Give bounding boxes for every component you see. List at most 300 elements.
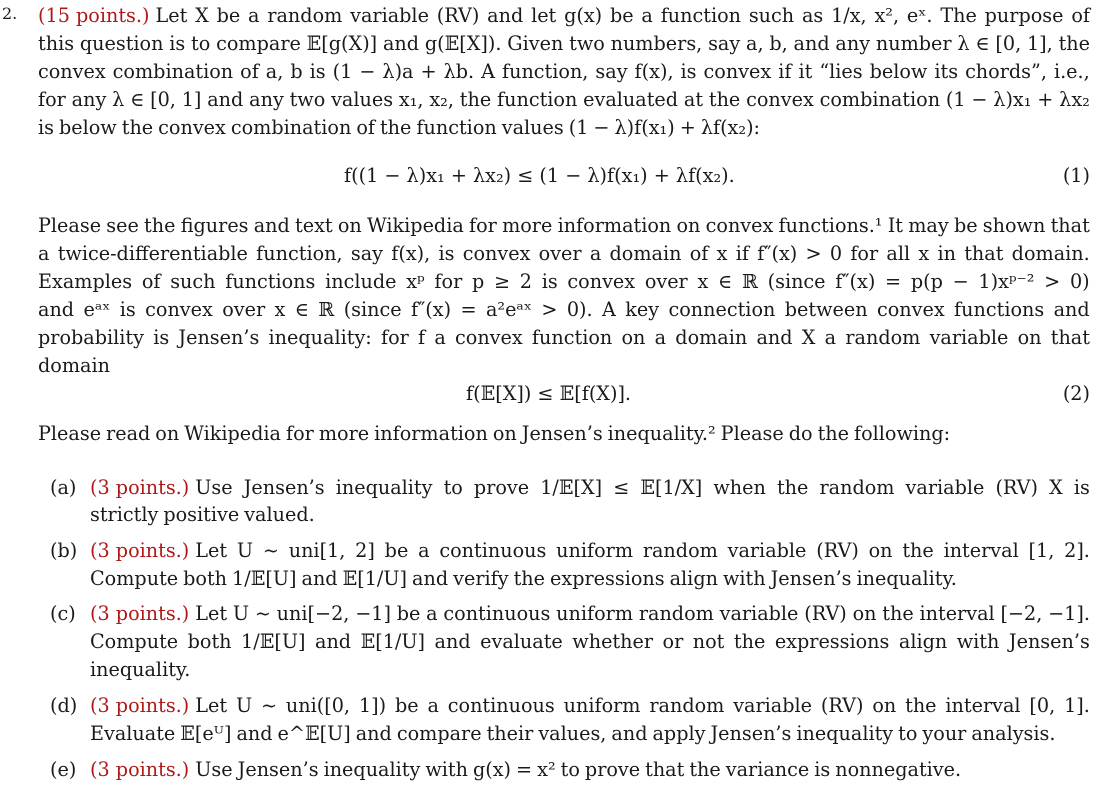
para2-word: on (337, 214, 362, 237)
para2-word: is (541, 270, 558, 293)
item-word: values, (538, 722, 607, 745)
intro-word: below (869, 60, 928, 83)
item-word: align (898, 630, 948, 653)
item-word: (RV) (995, 476, 1039, 499)
intro-line (38, 116, 1090, 140)
para2-word: Please (38, 214, 102, 237)
item-word: Jensen’s (710, 722, 792, 745)
para2-word: for (850, 242, 879, 265)
item-word: (RV) (816, 539, 859, 562)
intro-word: the (379, 116, 412, 139)
item-word: when (713, 476, 766, 499)
para2-word: be (953, 214, 978, 237)
para2-word: f (418, 326, 426, 349)
item-word: uni([0, (285, 694, 351, 717)
para2-word: x (697, 270, 709, 293)
item-word: verify (453, 567, 509, 590)
intro-word: λ)x₁ (993, 88, 1032, 111)
item-word: Jensen’s (243, 476, 325, 499)
para2-word: 1)xᵖ⁻² (978, 270, 1035, 293)
intro-word: function (497, 88, 578, 111)
para2-word: see (106, 214, 139, 237)
item-word: with (722, 567, 766, 590)
item-label-c: (c) (50, 602, 76, 625)
para2-word: on (1017, 326, 1042, 349)
intro-word: any (249, 88, 284, 111)
item-word: and (355, 722, 392, 745)
para3-word: Please (38, 422, 102, 445)
intro-word: for (38, 88, 66, 111)
para2-word: x (716, 242, 728, 265)
para2-word: of (689, 242, 709, 265)
equation-1-expression: f((1 − λ)x₁ + λx₂) ≤ (1 − λ)f(x₁) + λf(x₂). (344, 164, 735, 187)
intro-word: eˣ. (906, 4, 933, 27)
intro-word: the (708, 88, 741, 111)
para2-word: = (460, 298, 477, 321)
para2-word: a (38, 242, 50, 265)
item-word: interval (919, 602, 995, 625)
item-word: variance (725, 758, 810, 781)
para2-word: a (654, 326, 667, 349)
intro-word: (RV) (436, 4, 480, 27)
intro-word: [0, (150, 88, 176, 111)
para2-word: Jensen’s (178, 326, 260, 349)
intro-word: and (793, 32, 830, 55)
para2-word: ∈ (718, 270, 733, 293)
item-word: evaluate (480, 630, 563, 653)
item-label-a: (a) (50, 476, 77, 499)
intro-word: Let (155, 4, 188, 27)
intro-word: such (748, 4, 795, 27)
para2-word: variable (929, 326, 1009, 349)
para2-word: and (38, 298, 75, 321)
intro-word: of (356, 116, 375, 139)
intro-word: this (38, 32, 75, 55)
item-word: 𝔼[eᵁ] (180, 722, 232, 745)
para2-word: functions (225, 270, 316, 293)
para2-word: over (644, 270, 688, 293)
item-line-a (90, 476, 1090, 500)
para2-word: over (222, 298, 266, 321)
item-word: uni[1, (288, 539, 346, 562)
intro-word: convex (703, 60, 772, 83)
para2-word: 0). (566, 298, 593, 321)
item-word: both (183, 567, 228, 590)
intro-word: as (801, 4, 824, 27)
intro-word: + (420, 60, 437, 83)
para2-word: = (885, 270, 902, 293)
para2-word: p(p (910, 270, 943, 293)
para2-word: convex (567, 270, 636, 293)
intro-word: evaluated (583, 88, 679, 111)
intro-word: say (595, 60, 628, 83)
item-word: and (611, 722, 648, 745)
intro-word: and (382, 32, 420, 55)
item-word: g(x) (472, 758, 512, 781)
intro-word: be (216, 4, 241, 27)
item-word: variable (719, 602, 799, 625)
intro-word: combination (230, 116, 352, 139)
item-word: a (427, 694, 439, 717)
para3-word: do (788, 422, 813, 445)
intro-word: g(x) (564, 4, 603, 27)
para2-word: and (756, 326, 793, 349)
item-word: x² (537, 758, 556, 781)
intro-word: i.e., (1053, 60, 1090, 83)
para2-word: ≥ (493, 270, 511, 293)
intro-word: combination (112, 60, 234, 83)
para3-word: Wikipedia (184, 422, 281, 445)
item-word: 2] (355, 539, 375, 562)
intro-word: of (1071, 4, 1090, 27)
item-word: strictly (90, 503, 159, 526)
intro-word: two (289, 88, 326, 111)
para2-word: and (1053, 298, 1090, 321)
paragraph-line (38, 354, 1090, 378)
item-line-b (90, 539, 1090, 563)
intro-word: let (531, 4, 557, 27)
intro-line (38, 32, 1090, 56)
para2-word: > (541, 298, 558, 321)
intro-word: λ (957, 32, 970, 55)
para2-word: Wikipedia (367, 214, 464, 237)
item-word: uniform (563, 694, 641, 717)
item-line-e (90, 758, 1090, 782)
item-line-c (90, 602, 1090, 626)
item-word: Let (195, 602, 228, 625)
intro-line (38, 88, 1090, 112)
intro-word: below (58, 116, 117, 139)
intro-word: say (708, 32, 741, 55)
intro-word: λ)a (382, 60, 414, 83)
intro-word: to (191, 32, 211, 55)
intro-word: is (680, 60, 697, 83)
intro-word: convex (38, 60, 106, 83)
item-word: to (443, 476, 463, 499)
item-word: on (872, 694, 897, 717)
para2-word: f(x), (391, 242, 431, 265)
item-line-c (90, 658, 1090, 682)
intro-word: + (679, 116, 696, 139)
para2-word: for (434, 270, 463, 293)
intro-word: purpose (984, 4, 1064, 27)
item-word: positive (163, 503, 240, 526)
intro-word: its (934, 60, 959, 83)
item-word: random (649, 694, 725, 717)
item-word: is (814, 758, 831, 781)
para2-word: probability (38, 326, 144, 349)
intro-word: compare (216, 32, 301, 55)
equation-2-expression: f(𝔼[X]) ≤ 𝔼[f(X)]. (466, 382, 632, 405)
intro-word: and (487, 4, 524, 27)
item-word: random (819, 476, 895, 499)
item-word: and (301, 567, 338, 590)
para2-word: is (438, 242, 455, 265)
para2-word: domain (609, 242, 682, 265)
item-word: 2]. (1064, 539, 1090, 562)
item-word: (RV) (820, 694, 864, 717)
intro-word: − (359, 60, 376, 83)
para3-word: inequality.² (607, 422, 716, 445)
item-word: [−2, (1000, 602, 1043, 625)
item-word: X (1049, 476, 1063, 499)
para3-word: Please (720, 422, 784, 445)
para2-word: domain (675, 326, 748, 349)
item-word: continuous (447, 694, 555, 717)
para2-word: function (531, 326, 613, 349)
para2-word: domain (38, 354, 110, 377)
item-word: continuous (443, 602, 551, 625)
intro-word: x², (874, 4, 900, 27)
item-word: prove (473, 476, 530, 499)
intro-word: function (660, 4, 742, 27)
para3-word: on (155, 422, 180, 445)
intro-line (38, 60, 1090, 84)
item-word: the (513, 567, 546, 590)
equation-1-number: (1) (1062, 164, 1090, 187)
para2-word: key (625, 298, 660, 321)
para2-word: say (350, 242, 383, 265)
para2-word: − (952, 270, 969, 293)
para2-word: a²eᵃˣ (485, 298, 532, 321)
para2-word: ℝ (741, 270, 758, 293)
item-word: and (434, 630, 471, 653)
intro-word: 1/x, (831, 4, 867, 27)
para2-word: x (274, 298, 286, 321)
para2-word: on (676, 214, 701, 237)
intro-word: and (207, 88, 244, 111)
para2-word: 0 (829, 242, 843, 265)
para2-word: convex (145, 298, 213, 321)
para2-word: a (824, 326, 837, 349)
para2-word: figures (180, 214, 249, 237)
para2-word: convex (876, 298, 945, 321)
item-word: Let (195, 694, 228, 717)
item-word: a (426, 602, 438, 625)
item-points: (3 points.) (90, 758, 190, 781)
para2-word: f″(x) (835, 270, 876, 293)
item-word: Jensen’s (770, 567, 852, 590)
intro-word: λ (112, 88, 125, 111)
para2-word: connection (668, 298, 776, 321)
item-word: inequality. (856, 567, 957, 590)
intro-word: f(x), (634, 60, 674, 83)
item-label-b: (b) (50, 539, 78, 562)
item-word: variable (905, 476, 985, 499)
item-word: −1]. (1048, 602, 1090, 625)
para2-word: convex (455, 326, 523, 349)
item-word: expressions (550, 567, 665, 590)
intro-word: a, (746, 32, 764, 55)
item-line-b (90, 567, 1090, 591)
para2-word: (since (343, 298, 402, 321)
item-points: (3 points.) (90, 539, 190, 562)
para2-word: that (964, 242, 1004, 265)
intro-word: is (309, 60, 326, 83)
intro-word: it (798, 60, 813, 83)
item-word: inequality (796, 722, 894, 745)
intro-word: a (248, 4, 260, 27)
intro-word: λb. (443, 60, 475, 83)
item-word: Evaluate (90, 722, 176, 745)
item-word: 1/𝔼[X] (540, 476, 603, 499)
para3-word: Jensen’s (521, 422, 603, 445)
para2-word: may (908, 214, 949, 237)
para2-word: It (887, 214, 904, 237)
item-line-d (90, 694, 1090, 718)
intro-word: The (940, 4, 977, 27)
item-word: with (956, 630, 1000, 653)
para2-word: such (170, 270, 216, 293)
intro-word: λx₂ (1059, 88, 1090, 111)
para2-word: include (325, 270, 397, 293)
intro-word: [0, (995, 32, 1022, 55)
intro-word: question (79, 32, 164, 55)
para2-word: a (434, 326, 446, 349)
para3-word: the (817, 422, 849, 445)
item-line-text (195, 539, 1090, 563)
para2-word: is (153, 326, 170, 349)
item-line-text (195, 758, 1090, 782)
item-word: random (642, 539, 718, 562)
item-word: U (236, 539, 254, 562)
intro-word: convex (158, 116, 226, 139)
para2-word: is (119, 298, 136, 321)
intro-word: − (971, 88, 988, 111)
para2-word: a (589, 242, 602, 265)
item-word: is (1073, 476, 1090, 499)
item-word: Let (195, 539, 228, 562)
item-word: on (868, 539, 893, 562)
equation-2-number: (2) (1062, 382, 1090, 405)
item-word: and (236, 722, 273, 745)
para2-word: ℝ (318, 298, 335, 321)
para2-word: domain. (1011, 242, 1090, 265)
para3-word: information (374, 422, 488, 445)
para2-word: 0) (1069, 270, 1090, 293)
item-word: Use (195, 758, 233, 781)
item-word: (RV) (804, 602, 847, 625)
intro-line (38, 4, 1090, 28)
intro-word: the (1058, 32, 1090, 55)
item-line-a (90, 503, 1090, 527)
intro-word: variable (350, 4, 429, 27)
item-word: random (638, 602, 714, 625)
item-word: valued. (244, 503, 315, 526)
para2-word: > (1044, 270, 1061, 293)
item-points: (3 points.) (90, 602, 190, 625)
item-word: be (384, 539, 409, 562)
intro-word: ∈ (975, 32, 990, 55)
intro-word: is (169, 32, 186, 55)
item-word: Jensen’s (237, 758, 319, 781)
item-word: align (669, 567, 718, 590)
intro-word: values (501, 116, 564, 139)
intro-word: g(𝔼[X]). (424, 32, 502, 55)
para2-word: xᵖ (406, 270, 425, 293)
para2-word: (since (767, 270, 826, 293)
intro-word: function (416, 116, 497, 139)
para2-word: that (1050, 214, 1090, 237)
item-word: the (733, 630, 766, 653)
intro-word: if (778, 60, 792, 83)
para2-word: functions.¹ (778, 214, 883, 237)
intro-word: chords”, (965, 60, 1047, 83)
intro-word: λ)f(x₁) (614, 116, 675, 139)
item-word: 1]. (1064, 694, 1090, 717)
item-word: your (922, 722, 967, 745)
intro-word: b, (769, 32, 788, 55)
para2-word: p (471, 270, 485, 293)
intro-word: random (267, 4, 343, 27)
item-word: compare (396, 722, 482, 745)
intro-word: X (195, 4, 209, 27)
item-word: interval (945, 694, 1021, 717)
para2-word: all (886, 242, 911, 265)
item-word: ≤ (613, 476, 630, 499)
para2-word: if (735, 242, 749, 265)
intro-word: two (569, 32, 605, 55)
item-word: whether (572, 630, 654, 653)
para2-word: inequality: (268, 326, 372, 349)
item-word: inequality (323, 758, 421, 781)
item-word: −1] (355, 602, 391, 625)
item-word: be (396, 602, 421, 625)
item-label-e: (e) (50, 758, 77, 781)
para2-word: for (380, 326, 409, 349)
item-word: 1]) (358, 694, 387, 717)
para3-word: on (492, 422, 517, 445)
item-word: and (315, 630, 352, 653)
intro-word: “lies (819, 60, 863, 83)
item-word: Use (195, 476, 233, 499)
intro-line-text (155, 4, 1090, 28)
intro-word: (1 (332, 60, 353, 83)
item-word: variable (727, 539, 807, 562)
paragraph-line (38, 270, 1090, 294)
item-line-d (90, 722, 1090, 746)
intro-word: x₂, (429, 88, 454, 111)
intro-word: any (835, 32, 871, 55)
intro-word: (1 (568, 116, 589, 139)
item-word: 𝔼[1/X] (640, 476, 703, 499)
item-word: the (905, 694, 937, 717)
item-word: Compute (90, 630, 179, 653)
item-word: 1/𝔼[U] (232, 567, 297, 590)
intro-word: be (609, 4, 634, 27)
item-label-d: (d) (50, 694, 78, 717)
item-points: (3 points.) (90, 694, 190, 717)
item-line-text (195, 602, 1090, 626)
item-word: U (232, 602, 250, 625)
intro-word: values (331, 88, 394, 111)
para2-word: ∈ (294, 298, 309, 321)
item-word: 𝔼[1/U] (342, 567, 408, 590)
intro-word: λf(x₂): (700, 116, 761, 139)
problem-number: 2. (2, 4, 18, 23)
item-word: 1/𝔼[U] (241, 630, 306, 653)
item-word: Jensen’s (1008, 630, 1090, 653)
intro-word: 𝔼[g(X)] (306, 32, 378, 55)
intro-word: convex (746, 88, 814, 111)
item-word: variable (733, 694, 813, 717)
intro-word: the (121, 116, 154, 139)
para2-word: X (801, 326, 816, 349)
item-word: uniform (556, 602, 634, 625)
para2-word: on (621, 326, 646, 349)
item-word: apply (652, 722, 706, 745)
item-word: expressions (774, 630, 890, 653)
